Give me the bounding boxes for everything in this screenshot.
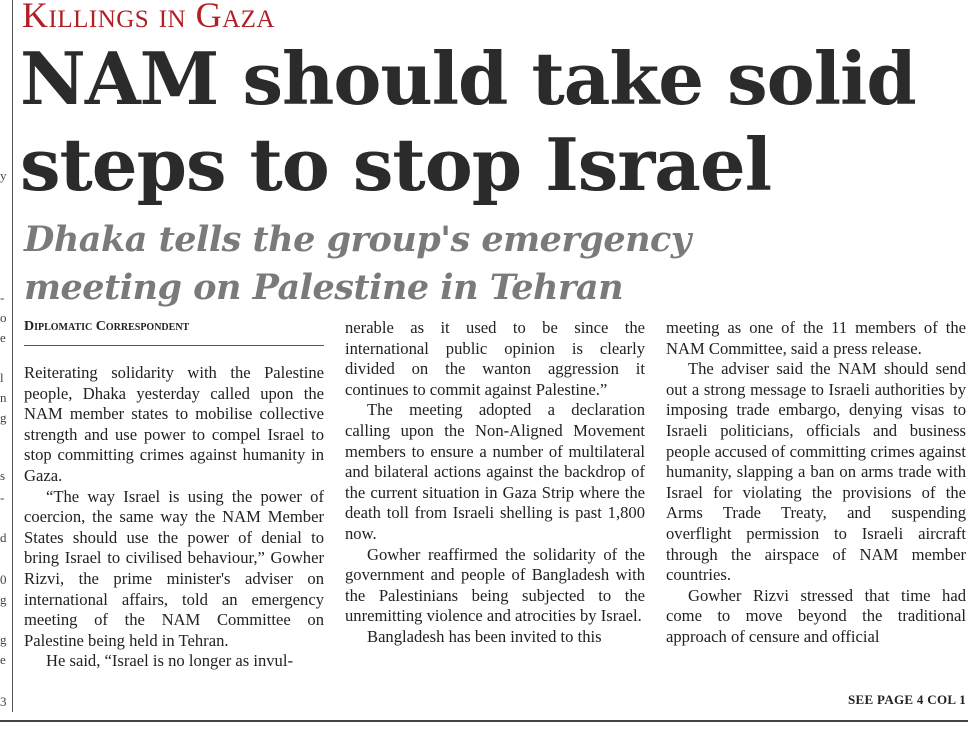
left-fragment-char: e (0, 652, 6, 667)
left-fragment-char: 3 (0, 694, 7, 709)
left-fragment-char: o (0, 310, 7, 325)
article-column-1 (24, 363, 324, 672)
left-fragment-char: - (0, 290, 5, 305)
byline: Diplomatic Correspondent (24, 319, 324, 346)
left-fragment-char: y (0, 168, 7, 183)
left-fragment-char: s (0, 468, 6, 483)
left-fragment-char: 0 (0, 572, 7, 587)
paragraph: “The way Israel is using the power of coercion, the same way the NAM Member States should use the power of denial to bring Israel to civilised behaviour,” Gowher Rizvi, the prime minister's adviser on international affairs, told an emergency meeting of the NAM Committee on Palestine being held in Tehran. (24, 486, 324, 650)
paragraph: Bangladesh has been invited to this (367, 626, 602, 646)
left-fragment-char: l (0, 370, 4, 385)
continuation-jump-line: SEE PAGE 4 COL 1 (848, 692, 966, 707)
subheadline: Dhaka tells the group's emergency meeting on Palestine in Tehran (24, 219, 691, 308)
paragraph: Gowher reaffirmed the solidarity of the government and people of Bangladesh with the Palestinians being subjected to the unremitting violence and atrocities by Israel. (345, 544, 645, 626)
paragraph: Gowher Rizvi stressed that time had come to move beyond the traditional approach of censure and official (666, 585, 966, 646)
paragraph: Reiterating solidarity with the Palestine people, Dhaka yesterday called upon the NAM member states to mobilise collective strength and use power to compel Israel to stop committing crimes against humanity in Gaza. (24, 363, 324, 485)
paragraph: The adviser said the NAM should send out a strong message to Israeli authorities by imposing trade embargo, denying visas to Israeli politicians, officials and business people accused of committing crimes against humanity, slapping a ban on arms trade with Israel for violating the provisions of the Arms Trade Treaty, and suspending overflight permission to Israeli aircraft through the airspace of NAM member countries. (666, 359, 966, 585)
paragraph: The meeting adopted a declaration calling upon the Non-Aligned Movement members to ensure a number of multilateral and bilateral actions against the backdrop of the current situation in Gaza Strip where the death toll from Israeli shelling is past 1,800 now. (345, 400, 645, 543)
left-fragment-char: e (0, 330, 6, 345)
paragraph: nerable as it used to be since the international public opinion is clearly divided on the wanton aggression it continues to commit against Palestine.” (345, 318, 645, 399)
headline: NAM should take solid steps to stop Israel (20, 36, 916, 207)
article-column-2 (345, 318, 645, 648)
paragraph: meeting as one of the 11 members of the NAM Committee, said a press release. (666, 318, 966, 358)
bottom-rule (0, 720, 968, 722)
paragraph: He said, “Israel is no longer as invul- (46, 651, 293, 671)
section-kicker: Killings in Gaza (22, 0, 275, 35)
left-fragment-char: g (0, 632, 7, 647)
left-fragment-char: - (0, 490, 5, 505)
left-fragment-char: n (0, 390, 7, 405)
article-column-3 (666, 318, 966, 648)
adjacent-article-fragment (0, 0, 12, 712)
left-fragment-char: d (0, 530, 7, 545)
column-divider (12, 0, 13, 712)
left-fragment-char: g (0, 592, 7, 607)
left-fragment-char: g (0, 410, 7, 425)
